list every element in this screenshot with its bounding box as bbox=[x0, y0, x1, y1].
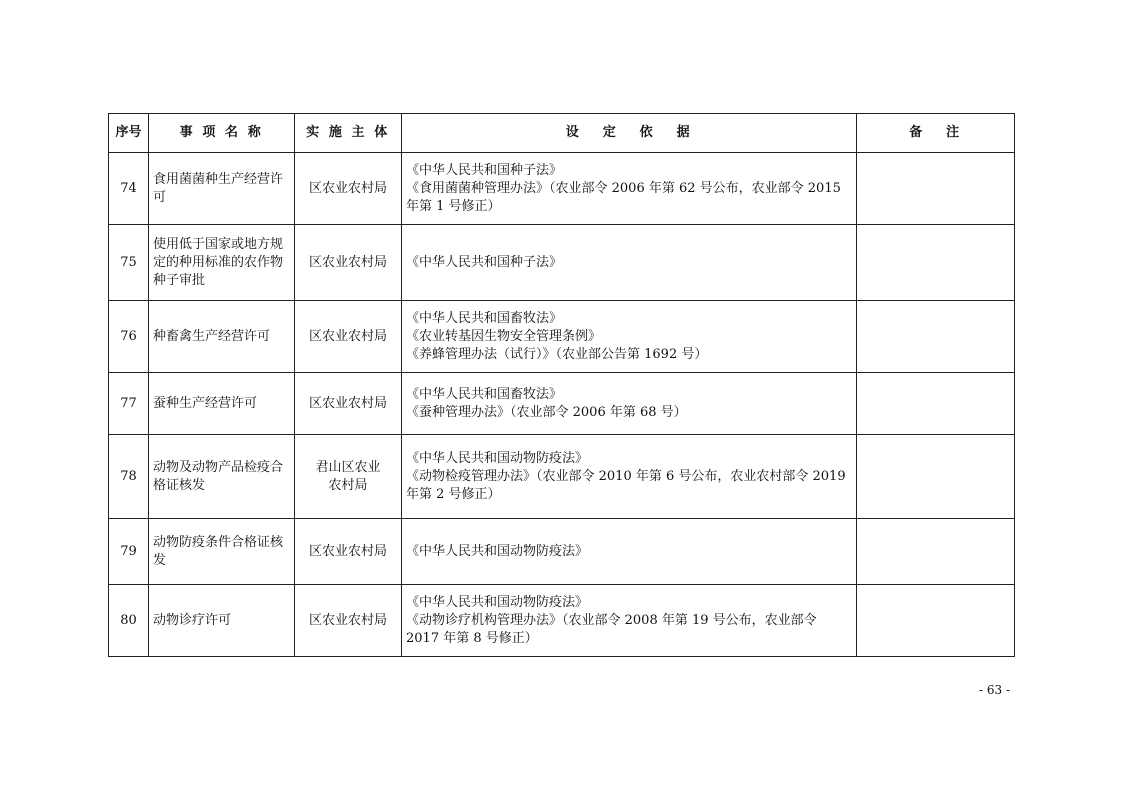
legal-basis bbox=[402, 153, 857, 225]
basis-line: 《中华人民共和国种子法》 bbox=[406, 254, 563, 270]
basis-line: 《养蜂管理办法（试行）》（农业部公告第 1692 号） bbox=[406, 346, 708, 362]
basis-line: 《中华人民共和国动物防疫法》 bbox=[406, 594, 589, 610]
remarks bbox=[857, 519, 1015, 585]
item-name: 动物及动物产品检疫合格证核发 bbox=[149, 435, 295, 519]
header-seq: 序号 bbox=[109, 114, 149, 153]
implementing-agency: 区农业农村局 bbox=[295, 225, 402, 301]
legal-basis bbox=[402, 435, 857, 519]
basis-line: 《蚕种管理办法》（农业部令 2006 年第 68 号） bbox=[406, 404, 687, 420]
header-note: 备 注 bbox=[857, 114, 1015, 153]
row-number: 79 bbox=[109, 519, 149, 585]
implementing-agency: 区农业农村局 bbox=[295, 519, 402, 585]
page-number: - 63 - bbox=[978, 683, 1010, 697]
table-row bbox=[109, 519, 1015, 585]
table-row bbox=[109, 435, 1015, 519]
basis-line: 《中华人民共和国畜牧法》 bbox=[406, 310, 563, 326]
item-name: 动物诊疗许可 bbox=[149, 585, 295, 657]
table-row bbox=[109, 153, 1015, 225]
implementing-agency: 区农业农村局 bbox=[295, 153, 402, 225]
row-number: 77 bbox=[109, 373, 149, 435]
table-row bbox=[109, 585, 1015, 657]
basis-line: 《中华人民共和国种子法》 bbox=[406, 162, 563, 178]
table-header-row bbox=[109, 114, 1015, 153]
legal-basis bbox=[402, 519, 857, 585]
legal-basis bbox=[402, 225, 857, 301]
legal-basis bbox=[402, 585, 857, 657]
basis-line: 《动物诊疗机构管理办法》（农业部令 2008 年第 19 号公布，农业部令 2017 年第 8 号修正） bbox=[406, 612, 817, 646]
remarks bbox=[857, 301, 1015, 373]
table-row bbox=[109, 373, 1015, 435]
row-number: 75 bbox=[109, 225, 149, 301]
approval-items-table bbox=[108, 113, 1015, 657]
item-name: 蚕种生产经营许可 bbox=[149, 373, 295, 435]
approval-items-table-container bbox=[108, 113, 1014, 657]
table-row bbox=[109, 301, 1015, 373]
row-number: 78 bbox=[109, 435, 149, 519]
table-row bbox=[109, 225, 1015, 301]
legal-basis bbox=[402, 301, 857, 373]
basis-line: 《农业转基因生物安全管理条例》 bbox=[406, 328, 602, 344]
basis-line: 《中华人民共和国动物防疫法》 bbox=[406, 543, 589, 559]
row-number: 76 bbox=[109, 301, 149, 373]
basis-line: 《动物检疫管理办法》（农业部令 2010 年第 6 号公布，农业农村部令 2019 年第 2 号修正） bbox=[406, 468, 846, 502]
item-name: 动物防疫条件合格证核发 bbox=[149, 519, 295, 585]
basis-line: 《中华人民共和国动物防疫法》 bbox=[406, 450, 589, 466]
remarks bbox=[857, 585, 1015, 657]
remarks bbox=[857, 373, 1015, 435]
implementing-agency: 区农业农村局 bbox=[295, 585, 402, 657]
header-item-name: 事 项 名 称 bbox=[149, 114, 295, 153]
header-agency: 实 施 主 体 bbox=[295, 114, 402, 153]
header-basis: 设 定 依 据 bbox=[402, 114, 857, 153]
basis-line: 《中华人民共和国畜牧法》 bbox=[406, 386, 563, 402]
legal-basis bbox=[402, 373, 857, 435]
row-number: 80 bbox=[109, 585, 149, 657]
remarks bbox=[857, 435, 1015, 519]
item-name: 种畜禽生产经营许可 bbox=[149, 301, 295, 373]
remarks bbox=[857, 153, 1015, 225]
item-name: 使用低于国家或地方规定的种用标准的农作物种子审批 bbox=[149, 225, 295, 301]
basis-line: 《食用菌菌种管理办法》（农业部令 2006 年第 62 号公布，农业部令 2015 年第 1 号修正） bbox=[406, 180, 841, 214]
remarks bbox=[857, 225, 1015, 301]
implementing-agency: 君山区农业农村局 bbox=[295, 435, 402, 519]
implementing-agency: 区农业农村局 bbox=[295, 301, 402, 373]
item-name: 食用菌菌种生产经营许可 bbox=[149, 153, 295, 225]
row-number: 74 bbox=[109, 153, 149, 225]
implementing-agency: 区农业农村局 bbox=[295, 373, 402, 435]
